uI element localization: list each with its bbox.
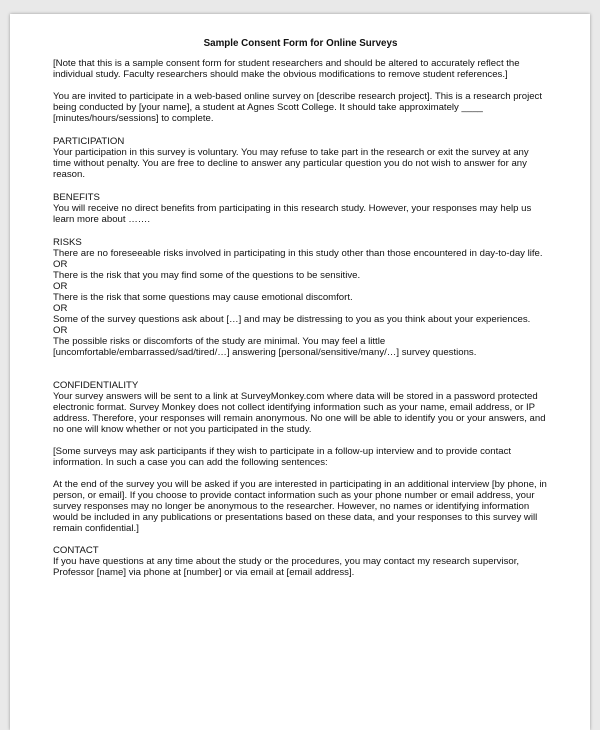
risk-item: Some of the survey questions ask about […] and may be distressing to you as you think about your experiences. bbox=[53, 314, 531, 325]
participation-text: Your participation in this survey is voluntary. You may refuse to take part in the research or exit the survey at any time without penalty. You are free to decline to answer any particular question you do not wish to answer for any reason. bbox=[53, 147, 529, 180]
risk-or: OR bbox=[53, 281, 68, 292]
risk-or: OR bbox=[53, 259, 68, 270]
followup-note: [Some surveys may ask participants if they wish to participate in a follow-up interview and to provide contact information. In such a case you can add the following sentences: bbox=[53, 446, 512, 468]
intro-paragraph: You are invited to participate in a web-based online survey on [describe research project]. This is a research project being conducted by [your name], a student at Agnes Scott College. It should take approximately ____ [minutes/hours/sessions] to complete. bbox=[53, 91, 543, 124]
risks-heading: RISKS bbox=[53, 237, 82, 248]
contact-heading: CONTACT bbox=[53, 545, 99, 556]
contact-text: If you have questions at any time about the study or the procedures, you may contact my research supervisor, Professor [name] via phone at [number] or via email at [email address]. bbox=[53, 556, 520, 578]
risk-item: There is the risk that some questions may cause emotional discomfort. bbox=[53, 292, 353, 303]
participation-heading: PARTICIPATION bbox=[53, 136, 125, 147]
risk-or: OR bbox=[53, 325, 68, 336]
confidentiality-text: Your survey answers will be sent to a link at SurveyMonkey.com where data will be stored in a password protected electronic format. Survey Monkey does not collect identifying information such as your name, email address, or IP address. Therefore, your responses will remain anonymous. No one will be able to identify you or your answers, and no one will know whether or not you participated in the study. bbox=[53, 391, 546, 435]
risk-item: There are no foreseeable risks involved in participating in this study other than those encountered in day-to-day life. bbox=[53, 248, 543, 259]
note-paragraph: [Note that this is a sample consent form for student researchers and should be altered to accurately reflect the individual study. Faculty researchers should make the obvious modifications to remove student references.] bbox=[53, 58, 520, 80]
document-content bbox=[53, 38, 548, 578]
benefits-text: You will receive no direct benefits from participating in this research study. However, your responses may help us learn more about ……. bbox=[53, 203, 532, 225]
confidentiality-heading: CONFIDENTIALITY bbox=[53, 380, 139, 391]
document-page bbox=[10, 14, 590, 730]
followup-text: At the end of the survey you will be asked if you are interested in participating in an additional interview [by phone, in person, or email]. If you choose to provide contact information such as your phone number or email address, your survey responses may no longer be anonymous to the researcher. However, no names or identifying information would be included in any publications or presentations based on these data, and your responses to this survey will remain confidential.] bbox=[53, 479, 547, 534]
document-title: Sample Consent Form for Online Surveys bbox=[203, 38, 398, 49]
benefits-heading: BENEFITS bbox=[53, 192, 100, 203]
risk-item: The possible risks or discomforts of the study are minimal. You may feel a little [uncomfortable/embarrassed/sad/tired/…] answering [personal/sensitive/many/…] survey questions. bbox=[53, 336, 477, 358]
risk-item: There is the risk that you may find some of the questions to be sensitive. bbox=[53, 270, 361, 281]
risk-or: OR bbox=[53, 303, 68, 314]
